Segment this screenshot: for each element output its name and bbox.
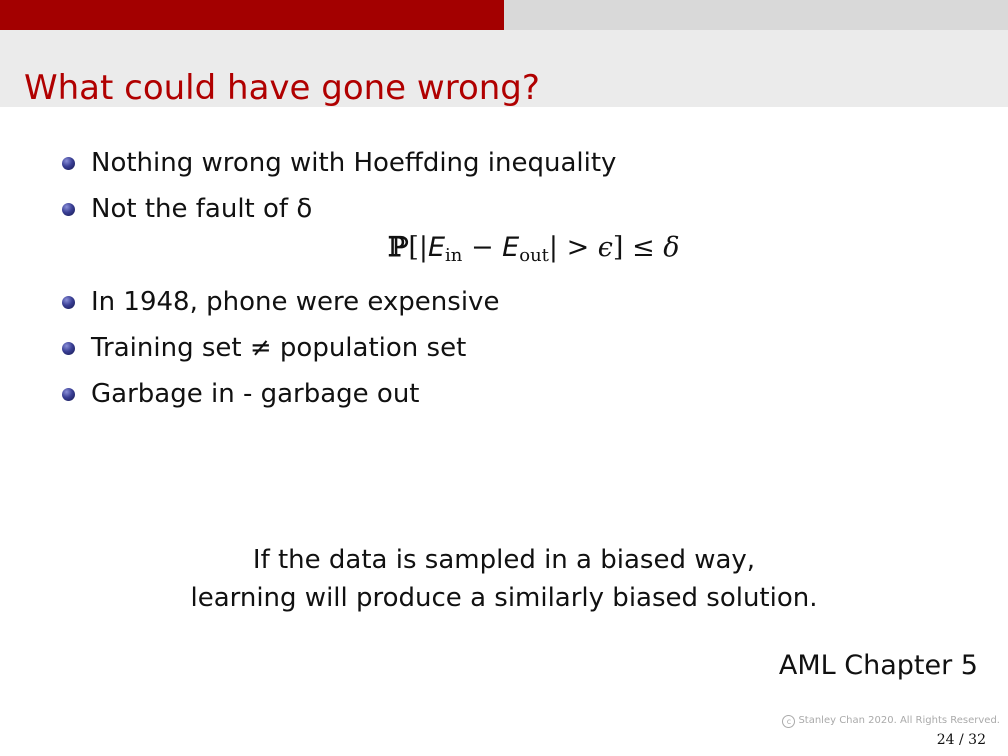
copyright-icon: c (782, 715, 795, 728)
bullet-icon (62, 203, 75, 216)
copyright-notice (782, 715, 1000, 728)
slide-title: What could have gone wrong? (24, 67, 540, 108)
bullet-text: Training set ≠ population set (91, 333, 467, 363)
formula-close-gt: | > (548, 232, 598, 263)
formula-e-out: E (502, 232, 520, 263)
formula-minus: − (462, 232, 503, 263)
formula-epsilon: ϵ (597, 232, 613, 263)
chapter-reference: AML Chapter 5 (778, 650, 978, 681)
formula-out-subscript: out (519, 245, 549, 266)
bullet-text: In 1948, phone were expensive (91, 287, 500, 317)
quote-line-1: If the data is sampled in a biased way, (252, 545, 756, 575)
page-number: 24 / 32 (936, 732, 986, 748)
copyright-text: Stanley Chan 2020. All Rights Reserved. (798, 715, 1000, 726)
formula-open: [| (408, 232, 428, 263)
bullet-text: Nothing wrong with Hoeffding inequality (91, 148, 617, 178)
formula-e-in: E (427, 232, 446, 263)
bullet-icon (62, 157, 75, 170)
quote-line-2: learning will produce a similarly biased solution. (190, 583, 818, 613)
formula-close-le: ] ≤ (612, 232, 664, 263)
hoeffding-formula (388, 228, 680, 268)
formula-delta: δ (663, 232, 680, 263)
bullet-text: Garbage in - garbage out (91, 379, 420, 409)
progress-bar (0, 0, 1008, 30)
bullet-icon (62, 388, 75, 401)
probability-symbol: ℙ (388, 232, 409, 263)
bullet-icon (62, 296, 75, 309)
bullet-text: Not the fault of δ (91, 194, 313, 224)
formula-in-subscript: in (445, 245, 463, 266)
progress-bar-fill (0, 0, 504, 30)
bullet-icon (62, 342, 75, 355)
